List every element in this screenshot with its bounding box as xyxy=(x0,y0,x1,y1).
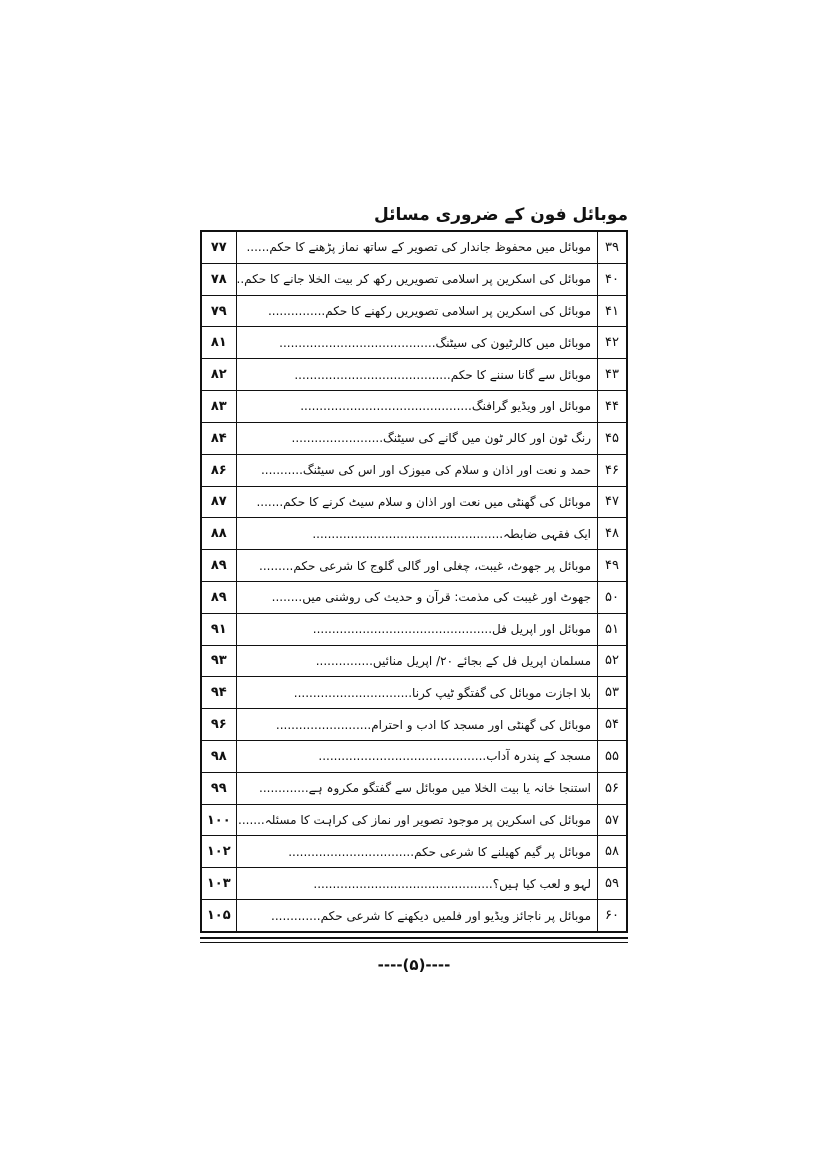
entry-page: ۹۹ xyxy=(201,772,236,804)
page-number: ----(۵)---- xyxy=(377,956,451,974)
entry-page: ۱۰۲ xyxy=(201,836,236,868)
entry-page: ۸۴ xyxy=(201,422,236,454)
entry-page: ۸۸ xyxy=(201,518,236,550)
table-row xyxy=(201,359,627,391)
entry-number: ۴۲ xyxy=(598,327,627,359)
toc-body xyxy=(201,231,627,932)
entry-number: ۴۱ xyxy=(598,295,627,327)
entry-title: موبائل کی اسکرین پر اسلامی تصویریں رکھ کر بیت الخلا جانے کا حکم.. xyxy=(236,263,598,295)
entry-title: موبائل میں محفوظ جاندار کی تصویر کے ساتھ نماز پڑھنے کا حکم...... xyxy=(236,231,598,263)
entry-page: ۹۴ xyxy=(201,677,236,709)
table-row xyxy=(201,804,627,836)
table-row xyxy=(201,772,627,804)
table-row xyxy=(201,327,627,359)
table-row xyxy=(201,645,627,677)
entry-page: ۸۷ xyxy=(201,486,236,518)
entry-page: ۸۹ xyxy=(201,581,236,613)
entry-title: موبائل کی گھنٹی میں نعت اور اذان و سلام سیٹ کرنے کا حکم....... xyxy=(236,486,598,518)
entry-page: ۷۷ xyxy=(201,231,236,263)
entry-page: ۸۲ xyxy=(201,359,236,391)
entry-title: موبائل کی اسکرین پر موجود تصویر اور نماز کی کراہت کا مسئلہ....... xyxy=(236,804,598,836)
table-row xyxy=(201,550,627,582)
entry-title: موبائل میں کالرٹیون کی سیٹنگ......................................... xyxy=(236,327,598,359)
entry-number: ۶۰ xyxy=(598,900,627,932)
entry-title: حمد و نعت اور اذان و سلام کی میوزک اور اس کی سیٹنگ........... xyxy=(236,454,598,486)
entry-page: ۱۰۳ xyxy=(201,868,236,900)
table-row xyxy=(201,868,627,900)
table-row xyxy=(201,454,627,486)
table-row xyxy=(201,486,627,518)
entry-title: بلا اجازت موبائل کی گفتگو ٹیپ کرنا............................... xyxy=(236,677,598,709)
footer-rule-thin xyxy=(200,942,628,943)
entry-page: ۹۱ xyxy=(201,613,236,645)
table-row xyxy=(201,677,627,709)
entry-title: موبائل کی گھنٹی اور مسجد کا ادب و احترام......................... xyxy=(236,709,598,741)
table-row xyxy=(201,836,627,868)
entry-title: موبائل پر ناجائز ویڈیو اور فلمیں دیکھنے کا شرعی حکم............. xyxy=(236,900,598,932)
table-row xyxy=(201,741,627,773)
entry-page: ۹۸ xyxy=(201,741,236,773)
table-row xyxy=(201,422,627,454)
entry-title: موبائل سے گانا سننے کا حکم......................................... xyxy=(236,359,598,391)
entry-page: ۷۹ xyxy=(201,295,236,327)
entry-number: ۵۶ xyxy=(598,772,627,804)
entry-page: ۹۶ xyxy=(201,709,236,741)
table-of-contents xyxy=(200,230,628,933)
entry-title: موبائل کی اسکرین پر اسلامی تصویریں رکھنے کا حکم............... xyxy=(236,295,598,327)
table-row xyxy=(201,900,627,932)
table-row xyxy=(201,709,627,741)
entry-page: ۸۶ xyxy=(201,454,236,486)
entry-title: مسلمان اپریل فل کے بجائے ۲۰/ اپریل منائیں............... xyxy=(236,645,598,677)
entry-title: جھوٹ اور غیبت کی مذمت: قرآن و حدیث کی روشنی میں........ xyxy=(236,581,598,613)
entry-number: ۵۲ xyxy=(598,645,627,677)
table-row xyxy=(201,231,627,263)
entry-number: ۴۳ xyxy=(598,359,627,391)
entry-number: ۵۳ xyxy=(598,677,627,709)
entry-number: ۵۸ xyxy=(598,836,627,868)
entry-title: ایک فقہی ضابطہ.................................................. xyxy=(236,518,598,550)
table-row xyxy=(201,295,627,327)
entry-number: ۵۷ xyxy=(598,804,627,836)
entry-number: ۳۹ xyxy=(598,231,627,263)
entry-number: ۴۶ xyxy=(598,454,627,486)
entry-title: استنجا خانہ یا بیت الخلا میں موبائل سے گفتگو مکروہ ہے............. xyxy=(236,772,598,804)
entry-number: ۴۴ xyxy=(598,391,627,423)
footer-rule-thick xyxy=(200,937,628,939)
entry-title: موبائل پر گیم کھیلنے کا شرعی حکم................................. xyxy=(236,836,598,868)
entry-title: لہو و لعب کیا ہیں؟............................................... xyxy=(236,868,598,900)
entry-title: رنگ ٹون اور کالر ٹون میں گانے کی سیٹنگ........................ xyxy=(236,422,598,454)
entry-title: موبائل اور ویڈیو گرافنگ............................................. xyxy=(236,391,598,423)
entry-page: ۹۳ xyxy=(201,645,236,677)
table-row xyxy=(201,391,627,423)
entry-number: ۵۹ xyxy=(598,868,627,900)
entry-title: مسجد کے پندرہ آداب............................................ xyxy=(236,741,598,773)
entry-page: ۷۸ xyxy=(201,263,236,295)
entry-number: ۵۰ xyxy=(598,581,627,613)
entry-title: موبائل پر جھوٹ، غیبت، چغلی اور گالی گلوج کا شرعی حکم......... xyxy=(236,550,598,582)
entry-number: ۴۸ xyxy=(598,518,627,550)
entry-title: موبائل اور اپریل فل............................................... xyxy=(236,613,598,645)
entry-page: ۱۰۰ xyxy=(201,804,236,836)
table-row xyxy=(201,613,627,645)
page-header-title: موبائل فون کے ضروری مسائل xyxy=(373,205,628,225)
entry-number: ۵۱ xyxy=(598,613,627,645)
entry-number: ۴۷ xyxy=(598,486,627,518)
entry-number: ۵۴ xyxy=(598,709,627,741)
entry-number: ۴۰ xyxy=(598,263,627,295)
entry-number: ۴۵ xyxy=(598,422,627,454)
entry-page: ۸۳ xyxy=(201,391,236,423)
entry-number: ۵۵ xyxy=(598,741,627,773)
entry-page: ۸۱ xyxy=(201,327,236,359)
entry-page: ۱۰۵ xyxy=(201,900,236,932)
table-row xyxy=(201,518,627,550)
table-row xyxy=(201,263,627,295)
entry-page: ۸۹ xyxy=(201,550,236,582)
table-row xyxy=(201,581,627,613)
entry-number: ۴۹ xyxy=(598,550,627,582)
